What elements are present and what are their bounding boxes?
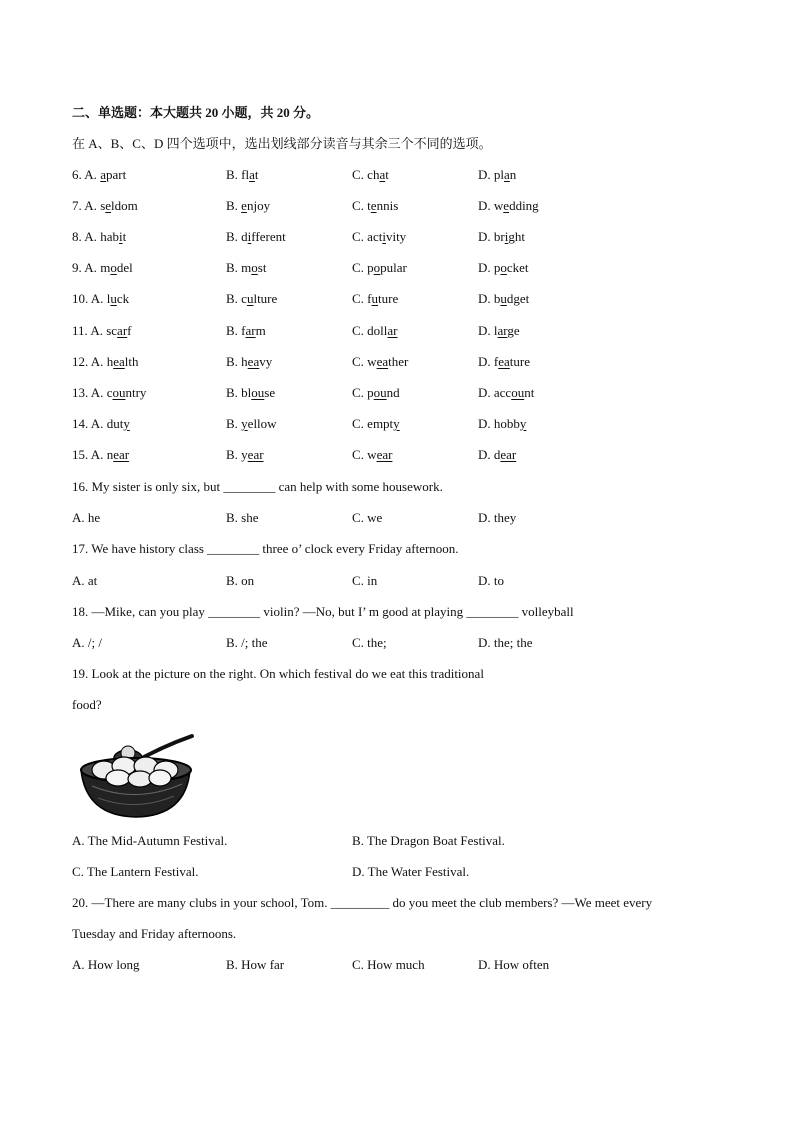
question-number: 8. [72, 229, 85, 244]
word-part: ture [509, 354, 530, 369]
word-part: nt [524, 385, 535, 400]
underlined-letters: ea [498, 354, 510, 369]
word-part: njoy [246, 198, 271, 213]
option-c[interactable]: C. we [352, 510, 383, 525]
word-part: B. [226, 229, 238, 244]
word-part: C. [352, 354, 364, 369]
word-part: t [385, 167, 389, 182]
word-part: C. [352, 198, 364, 213]
underlined-letters: ear [500, 447, 517, 462]
word-part: B. [226, 198, 238, 213]
word-part: ellow [247, 416, 277, 431]
word-part: l [490, 323, 498, 338]
option-a[interactable]: A. he [72, 510, 101, 525]
word-part: c [103, 385, 113, 400]
word-part: D. [478, 416, 491, 431]
word-part: n [103, 447, 114, 462]
option-b[interactable]: B. on [226, 573, 255, 588]
option-d[interactable] [478, 323, 520, 339]
word-part: D. [478, 198, 491, 213]
word-part: m [237, 260, 252, 275]
word-part: t [122, 229, 127, 244]
option-c[interactable] [352, 416, 400, 432]
option-c[interactable] [352, 323, 398, 339]
word-part: doll [363, 323, 388, 338]
word-part: C. [352, 416, 364, 431]
option-d[interactable] [478, 291, 529, 307]
word-part: bl [237, 385, 252, 400]
option-c[interactable] [352, 198, 398, 214]
option-b[interactable] [226, 229, 286, 245]
word-part: B. [226, 416, 238, 431]
word-part: n [509, 167, 517, 182]
question-19-stem-continued: food? [72, 697, 102, 712]
question-9-options [72, 260, 772, 276]
question-18-stem: 18. —Mike, can you play ________ violin? —No, but I’ m good at playing ________ volleyball [72, 604, 574, 619]
word-part: ch [363, 167, 380, 182]
option-a[interactable] [72, 416, 130, 432]
word-part: A. [84, 229, 97, 244]
underlined-letters: y [123, 416, 130, 431]
option-c[interactable] [352, 229, 406, 245]
option-d[interactable] [478, 198, 539, 214]
underlined-letters: o [251, 260, 258, 275]
word-part: ldom [111, 198, 138, 213]
underlined-letters: e [105, 198, 112, 213]
word-part: l [103, 291, 111, 306]
underlined-letters: a [100, 167, 106, 182]
word-part: sc [102, 323, 118, 338]
word-part: C. [352, 385, 364, 400]
question-8-options [72, 229, 772, 245]
option-b[interactable] [226, 198, 270, 214]
option-d[interactable]: D. the; the [478, 635, 533, 650]
option-d[interactable]: D. How often [478, 957, 550, 972]
word-part: ther [388, 354, 409, 369]
option-c[interactable]: C. How much [352, 957, 425, 972]
word-part: C. [352, 229, 364, 244]
underlined-letters: ea [113, 354, 125, 369]
word-part: hab [96, 229, 119, 244]
option-d[interactable] [478, 167, 516, 183]
word-part: br [490, 229, 505, 244]
option-a[interactable] [72, 354, 138, 370]
word-part: B. [226, 291, 238, 306]
word-part: A. [84, 198, 97, 213]
word-part: f [363, 291, 372, 306]
word-part: w [363, 447, 377, 462]
option-b[interactable] [226, 167, 259, 183]
underlined-letters: y [241, 416, 248, 431]
underlined-letters: y [393, 416, 400, 431]
word-part: A. [90, 385, 104, 400]
word-part: vy [259, 354, 273, 369]
word-part: st [257, 260, 267, 275]
word-part: h [237, 354, 248, 369]
word-part: A. [84, 260, 97, 275]
underlined-letters: ea [376, 354, 389, 369]
word-part: d [490, 447, 501, 462]
option-b[interactable]: B. The Dragon Boat Festival. [352, 833, 505, 848]
word-part: p [363, 260, 374, 275]
option-b[interactable] [226, 260, 266, 276]
word-part: nnis [376, 198, 399, 213]
word-part: C. [352, 167, 364, 182]
underlined-letters: o [110, 260, 117, 275]
word-part: t [363, 198, 371, 213]
option-b[interactable] [226, 416, 277, 432]
word-part: nd [386, 385, 400, 400]
word-part: C. [352, 291, 364, 306]
word-part: B. [226, 323, 238, 338]
underlined-letters: ar [497, 323, 508, 338]
word-part: B. [226, 385, 238, 400]
question-13-options [72, 385, 772, 401]
option-c[interactable] [352, 385, 400, 401]
option-c[interactable] [352, 291, 398, 307]
underlined-letters: ea [247, 354, 260, 369]
question-16-stem: 16. My sister is only six, but ________ can help with some housework. [72, 479, 443, 494]
word-part: se [264, 385, 276, 400]
question-number: 7. [72, 198, 85, 213]
word-part: D. [478, 260, 491, 275]
word-part: vity [385, 229, 407, 244]
question-11-options [72, 323, 772, 339]
question-7-options [72, 198, 772, 214]
option-c[interactable]: C. The Lantern Festival. [72, 864, 199, 879]
question-17-stem: 17. We have history class ________ three o’ clock every Friday afternoon. [72, 541, 459, 556]
word-part: C. [352, 447, 364, 462]
option-b[interactable] [226, 354, 272, 370]
option-d[interactable] [478, 260, 529, 276]
underlined-letters: u [371, 291, 379, 306]
word-part: pl [490, 167, 505, 182]
underlined-letters: ou [373, 385, 387, 400]
section-title: 二、单选题：本大题共 20 小题，共 20 分。 [72, 105, 320, 120]
underlined-letters: u [246, 291, 254, 306]
word-part: B. [226, 447, 238, 462]
word-part: p [363, 385, 374, 400]
word-part: B. [226, 167, 238, 182]
word-part: m [255, 323, 266, 338]
word-part: D. [478, 385, 491, 400]
option-b[interactable] [226, 291, 277, 307]
word-part: empt [363, 416, 394, 431]
word-part: s [96, 198, 106, 213]
question-20-options [72, 957, 772, 973]
underlined-letters: ar [117, 323, 128, 338]
option-c[interactable] [352, 167, 389, 183]
word-part: f [490, 354, 499, 369]
word-part: t [254, 167, 259, 182]
option-a[interactable]: A. The Mid-Autumn Festival. [72, 833, 228, 848]
word-part: D. [478, 291, 491, 306]
question-12-options [72, 354, 772, 370]
word-part: dget [506, 291, 530, 306]
word-part: fferent [251, 229, 286, 244]
word-part: A. [90, 354, 104, 369]
word-part: D. [478, 167, 491, 182]
underlined-letters: ear [113, 447, 130, 462]
word-part: C. [352, 323, 364, 338]
word-part: A. [90, 291, 104, 306]
word-part: part [105, 167, 127, 182]
word-part: m [96, 260, 111, 275]
word-part: f [237, 323, 246, 338]
question-number: 9. [72, 260, 85, 275]
underlined-letters: a [504, 167, 510, 182]
word-part: cket [506, 260, 529, 275]
underlined-letters: e [241, 198, 247, 213]
word-part: hobb [490, 416, 520, 431]
option-b[interactable]: B. /; the [226, 635, 268, 650]
question-10-options [72, 291, 772, 307]
word-part: fl [237, 167, 250, 182]
word-part: d [237, 229, 248, 244]
word-part: A. [90, 323, 103, 338]
question-20-stem-continued: Tuesday and Friday afternoons. [72, 926, 237, 941]
underlined-letters: o [500, 260, 507, 275]
question-6-options [72, 167, 772, 183]
word-part: c [237, 291, 247, 306]
word-part: A. [90, 447, 104, 462]
underlined-letters: ear [376, 447, 393, 462]
word-part: act [363, 229, 383, 244]
word-part: del [116, 260, 133, 275]
option-d[interactable] [478, 447, 516, 463]
word-part: ntry [125, 385, 147, 400]
underlined-letters: u [110, 291, 117, 306]
underlined-letters: a [249, 167, 255, 182]
underlined-letters: ear [247, 447, 264, 462]
underlined-letters: y [519, 416, 527, 431]
option-b[interactable] [226, 323, 266, 339]
question-18-options [72, 635, 772, 651]
option-d[interactable] [478, 385, 534, 401]
underlined-letters: ar [245, 323, 256, 338]
question-17-options [72, 573, 772, 589]
option-a[interactable]: A. /; / [72, 635, 102, 650]
option-c[interactable] [352, 447, 392, 463]
word-part: ture [378, 291, 399, 306]
option-a[interactable] [72, 323, 132, 339]
word-part: D. [478, 323, 491, 338]
word-part: A. [84, 167, 97, 182]
option-b[interactable] [226, 385, 275, 401]
underlined-letters: i [247, 229, 252, 244]
underlined-letters: i [382, 229, 386, 244]
underlined-letters: e [370, 198, 377, 213]
option-a[interactable]: A. How long [72, 957, 140, 972]
word-part: w [490, 198, 504, 213]
option-b[interactable]: B. she [226, 510, 259, 525]
option-a[interactable] [72, 167, 126, 183]
option-d[interactable]: D. to [478, 573, 504, 588]
word-part: acc [490, 385, 512, 400]
question-number: 6. [72, 167, 85, 182]
underlined-letters: ar [387, 323, 398, 338]
section-instruction: 在 A、B、C、D 四个选项中，选出划线部分读音与其余三个不同的选项。 [72, 136, 492, 151]
word-part: D. [478, 354, 491, 369]
question-19-stem: 19. Look at the picture on the right. On which festival do we eat this traditional [72, 666, 484, 681]
option-c[interactable] [352, 260, 407, 276]
word-part: C. [352, 260, 364, 275]
question-19-options-row1 [72, 833, 772, 849]
word-part: D. [478, 447, 491, 462]
underlined-letters: ou [251, 385, 265, 400]
option-a[interactable]: A. at [72, 573, 98, 588]
underlined-letters: i [504, 229, 509, 244]
word-part: dding [509, 198, 539, 213]
question-20-stem: 20. —There are many clubs in your school, Tom. _________ do you meet the club members? —We meet every [72, 895, 653, 910]
question-number: 11. [72, 323, 91, 338]
word-part: B. [226, 354, 238, 369]
word-part: f [127, 323, 132, 338]
underlined-letters: i [118, 229, 123, 244]
option-d[interactable] [478, 229, 525, 245]
option-d[interactable] [478, 416, 526, 432]
option-d[interactable] [478, 354, 530, 370]
word-part: ght [508, 229, 525, 244]
underlined-letters: u [500, 291, 507, 306]
option-d[interactable]: D. they [478, 510, 517, 525]
question-number: 12. [72, 354, 91, 369]
tangyuan-bowl-image [78, 726, 196, 820]
underlined-letters: ou [511, 385, 525, 400]
option-d[interactable]: D. The Water Festival. [352, 864, 470, 879]
question-16-options [72, 510, 772, 526]
question-14-options [72, 416, 772, 432]
option-a[interactable] [72, 447, 129, 463]
option-c[interactable]: C. in [352, 573, 378, 588]
word-part: y [237, 447, 248, 462]
word-part: p [490, 260, 501, 275]
underlined-letters: e [503, 198, 510, 213]
underlined-letters: a [379, 167, 386, 182]
option-a[interactable] [72, 229, 126, 245]
question-19-options-row2 [72, 864, 772, 880]
underlined-letters: o [373, 260, 381, 275]
question-number: 13. [72, 385, 91, 400]
word-part: dut [103, 416, 124, 431]
question-15-options [72, 447, 772, 463]
option-a[interactable] [72, 385, 146, 401]
word-part: pular [380, 260, 407, 275]
word-part: ck [116, 291, 130, 306]
underlined-letters: ou [112, 385, 126, 400]
word-part: w [363, 354, 377, 369]
option-b[interactable] [226, 447, 264, 463]
word-part: lture [253, 291, 278, 306]
word-part: ge [507, 323, 520, 338]
word-part: A. [90, 416, 104, 431]
option-b[interactable]: B. How far [226, 957, 285, 972]
question-number: 14. [72, 416, 91, 431]
option-a[interactable] [72, 198, 138, 214]
word-part: b [490, 291, 501, 306]
option-c[interactable]: C. the; [352, 635, 387, 650]
word-part: D. [478, 229, 491, 244]
word-part: lth [124, 354, 139, 369]
word-part: h [103, 354, 114, 369]
option-a[interactable] [72, 291, 129, 307]
option-c[interactable] [352, 354, 408, 370]
question-number: 15. [72, 447, 91, 462]
word-part: B. [226, 260, 238, 275]
question-number: 10. [72, 291, 91, 306]
option-a[interactable] [72, 260, 133, 276]
